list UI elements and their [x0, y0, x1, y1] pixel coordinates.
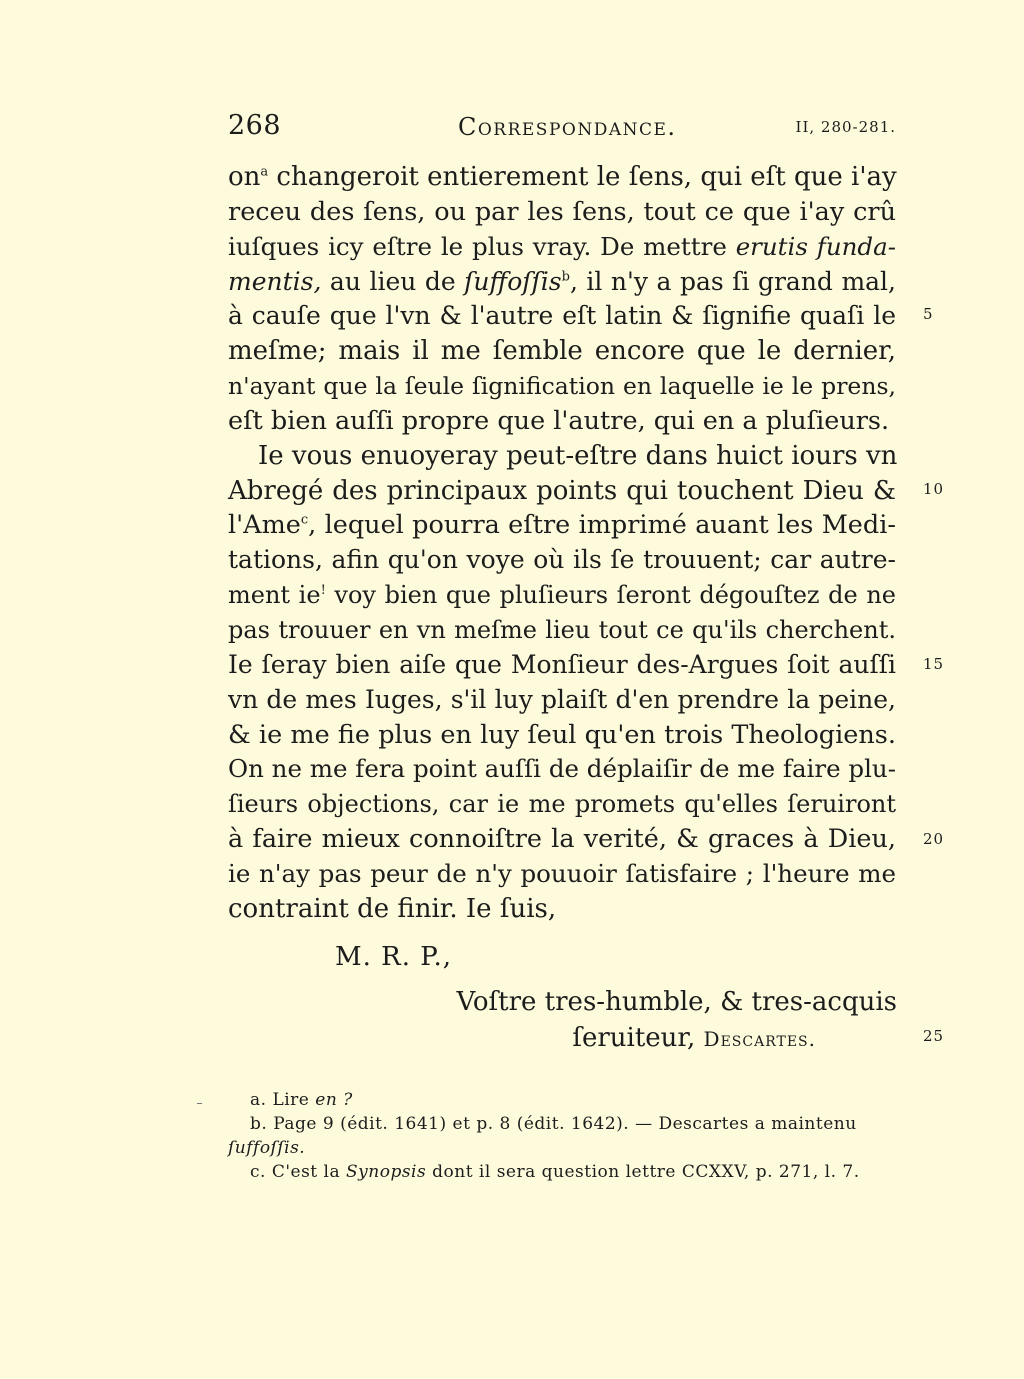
footnote-marker: c [300, 512, 309, 528]
text-line: contraint de finir. Ie ſuis, [228, 893, 557, 924]
signature-line: ſeruiteur, Descartes. [572, 1023, 816, 1053]
text-line: à cauſe que l'vn & l'autre eſt latin & ſignifie quaſi le [228, 301, 896, 331]
text-line: ie n'ay pas peur de n'y pouuoir ſatisfaire ; l'heure me [228, 858, 896, 888]
text-line: $on^a$ changeroit entierement le ſens, qui eſt que i'ay [228, 162, 897, 192]
text-line: tations, afin qu'on voye où ils ſe trouuent; car autre- [228, 545, 896, 575]
line-number: 20 [923, 830, 945, 848]
text-line: meſme; mais il me ſemble encore que le dernier, [228, 336, 896, 367]
page-number: 268 [228, 110, 282, 141]
text-line: l'Ame$^c$, lequel pourra eſtre imprimé auant les Medi- [228, 510, 896, 541]
footnotes [228, 1088, 898, 1184]
line-number: 5 [923, 305, 934, 323]
page-header [228, 110, 896, 144]
footnote-a: a. Lire en ? [250, 1090, 353, 1110]
line-number: 10 [923, 480, 945, 498]
text-line: eſt bien auſſi propre que l'autre, qui en a pluſieurs. [228, 405, 890, 436]
salutation: M. R. P., [335, 942, 453, 972]
text-line: & ie me fie plus en luy ſeul qu'en trois Theologiens. [228, 719, 896, 750]
text-line: Abregé des principaux points qui touchent Dieu & [228, 475, 896, 506]
text-line: On ne me fera point auſſi de déplaiſir de me faire plu- [228, 754, 896, 784]
line-number: 25 [923, 1027, 945, 1045]
footnote-marker: b [561, 269, 570, 285]
text-line: pas trouuer en vn meſme lieu tout ce qu'ils cherchent. [228, 615, 896, 644]
text-line: Ie vous enuoyeray peut-eſtre dans huict iours vn [258, 440, 898, 471]
text-line: Ie ſeray bien aiſe que Monſieur des-Argues ſoit auſſi [228, 649, 896, 679]
text-line: ſieurs objections, car ie me promets qu'elles ſeruiront [228, 790, 896, 819]
footnote-c: c. C'est la Synopsis dont il sera question lettre CCXXV, p. 271, l. 7. [250, 1162, 860, 1182]
text-line: n'ayant que la ſeule ſignification en laquelle ie le prens, [228, 372, 896, 401]
footnote-marker: ! [320, 583, 326, 599]
letter-body [228, 160, 896, 927]
line-number: 15 [923, 655, 945, 673]
text-line: ment ie! voy bien que pluſieurs ſeront dégouſtez de ne [228, 581, 897, 610]
text-line: iuſques icy eſtre le plus vray. De mettre erutis funda- [228, 231, 896, 261]
text-line: mentis, au lieu de ſuffoſſis$^b$, il n'y a pas ſi grand mal, [228, 266, 896, 296]
text-line: à faire mieux connoiſtre la verité, & graces à Dieu, [228, 824, 896, 855]
text-line: receu des ſens, ou par les ſens, tout ce que i'ay crû [228, 196, 896, 227]
footnote-b-continuation: ſuffoſſis. [228, 1138, 306, 1158]
closing-line: Voſtre tres-humble, & tres-acquis [456, 987, 897, 1017]
footnote-marker: a [260, 164, 269, 180]
volume-reference: II, 280-281. [795, 118, 896, 136]
footnote-b: b. Page 9 (édit. 1641) et p. 8 (édit. 1642). — Descartes a maintenu [250, 1114, 857, 1134]
margin-mark [197, 1103, 202, 1104]
author-name: Descartes. [703, 1027, 816, 1051]
running-title: Correspondance. [458, 113, 677, 141]
text-line: vn de mes Iuges, s'il luy plaiſt d'en prendre la peine, [228, 684, 896, 714]
